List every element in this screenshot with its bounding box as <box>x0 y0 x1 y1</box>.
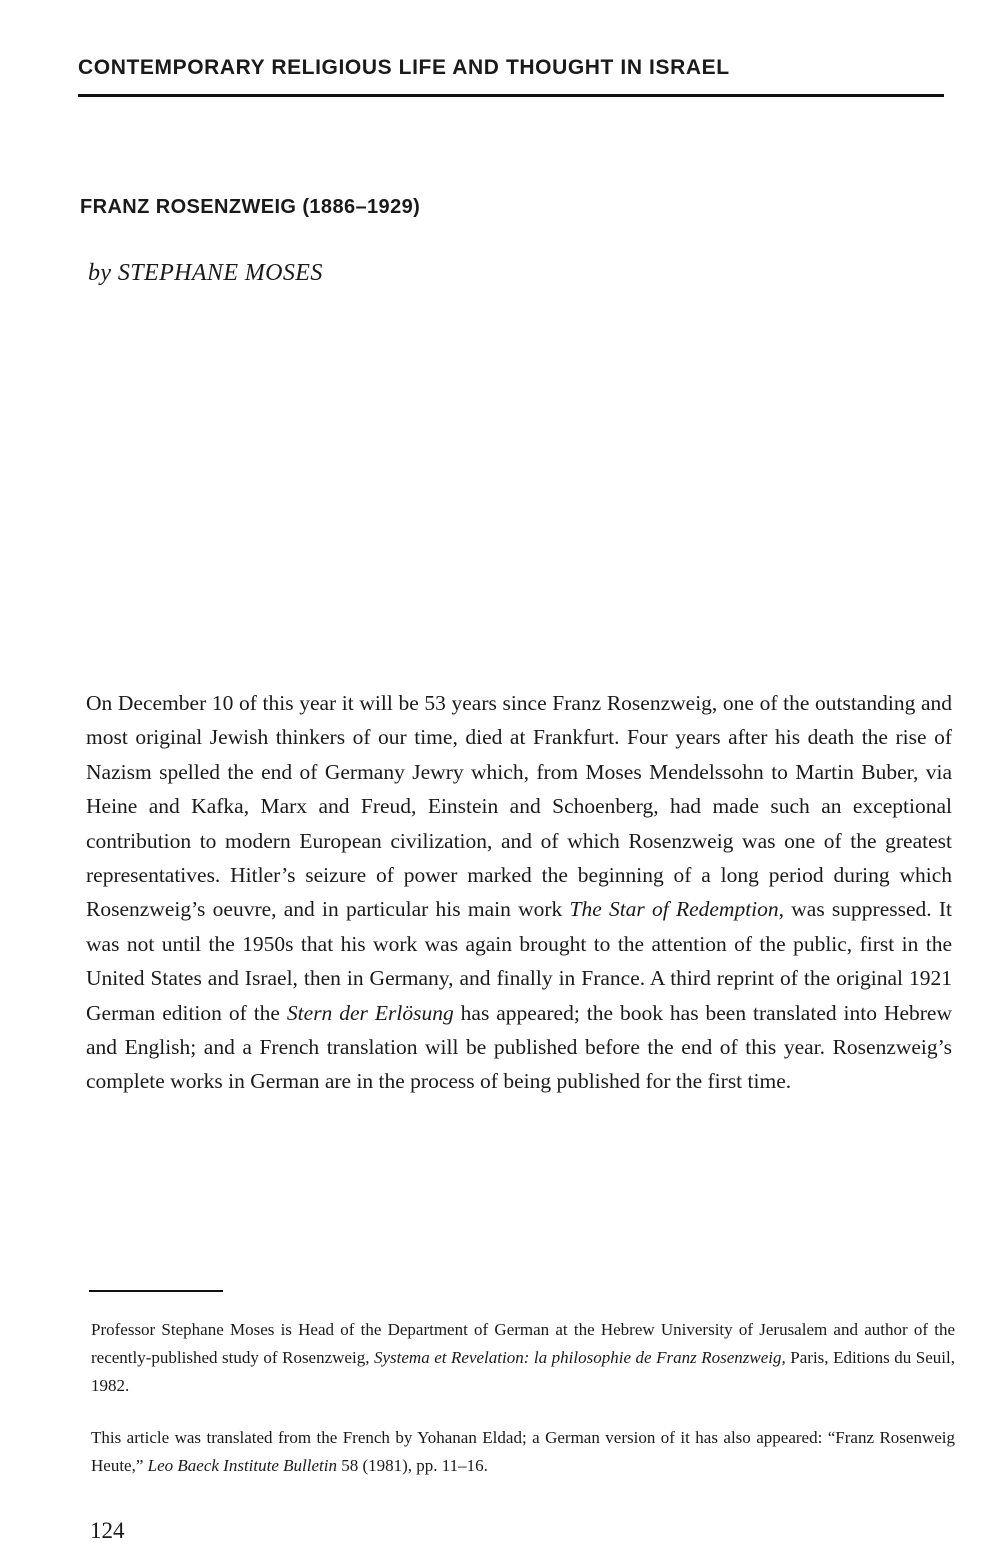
footnote-journal-title: Leo Baeck Institute Bulletin <box>147 1456 337 1475</box>
book-title-star-of-redemption: The Star of Redemption, <box>569 897 785 922</box>
article-title: FRANZ ROSENZWEIG (1886–1929) <box>80 196 421 218</box>
footnote-translation-note <box>91 1424 955 1480</box>
running-head: CONTEMPORARY RELIGIOUS LIFE AND THOUGHT IN ISRAEL <box>78 56 730 79</box>
footnote-separator <box>89 1290 223 1292</box>
footnote-text-part: 58 (1981), pp. 11–16. <box>336 1456 488 1475</box>
footnote-text-part: This article was translated from the French by Yohanan Eldad; a German version of it has also appeared: “Franz Rosenweig Heute,” <box>91 1428 955 1475</box>
page-number: 124 <box>90 1518 125 1543</box>
footnote-text-part: Professor Stephane Moses is Head of the Department of German at the Hebrew University of Jerusalem and author of the recently-published study of Rosenzweig, <box>91 1320 955 1367</box>
body-text-part: On December 10 of this year it will be 53 years since Franz Rosenzweig, one of the outstanding and most original Jewish thinkers of our time, died at Frankfurt. Four years after his death the rise of Nazism spelled the end of Germany Jewry which, from Moses Mendelssohn to Martin Buber, via Heine and Kafka, Marx and Freud, Einstein and Schoenberg, had made such an exceptional contribution to modern European civilization, and of which Rosenzweig was one of the greatest representatives. Hitler’s seizure of power marked the beginning of a long period during which Rosenzweig’s oeuvre, and in particular his main work <box>86 691 952 922</box>
footnote-book-title: Systema et Revelation: la philosophie de Franz Rosenzweig, <box>373 1348 786 1367</box>
author-name: STEPHANE MOSES <box>117 260 323 286</box>
body-text-part: has appeared; the book has been translated into Hebrew and English; and a French translation will be published before the end of this year. Rosenzweig’s complete works in German are in the process of being published for the first time. <box>86 1000 953 1094</box>
byline <box>88 260 323 287</box>
body-paragraph <box>86 686 952 1099</box>
body-text-part: was suppressed. It was not until the 1950s that his work was again brought to the attention of the public, first in the United States and Israel, then in Germany, and finally in France. A third reprint of the original 1921 German edition of the <box>86 897 953 1025</box>
header-rule <box>78 94 944 97</box>
footnote-author-bio <box>91 1316 955 1400</box>
book-title-stern-der-erloesung: Stern der Erlösung <box>286 1000 454 1025</box>
byline-prefix: by <box>88 260 112 286</box>
footnote-text-part: Paris, Editions du Seuil, 1982. <box>91 1348 956 1395</box>
